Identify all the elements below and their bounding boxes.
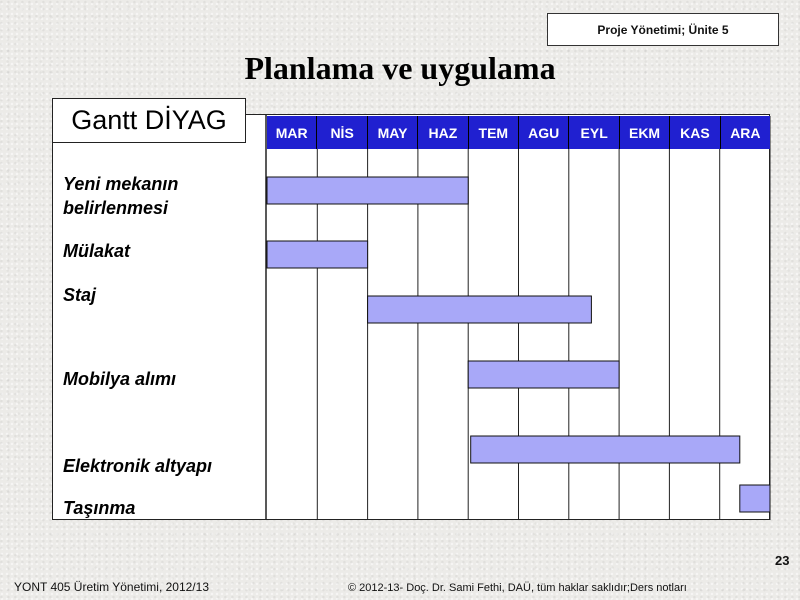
task-bar (468, 361, 619, 388)
task-label-mulakat: Mülakat (63, 241, 131, 261)
month-label: MAR (267, 116, 317, 149)
footer-course: YONT 405 Üretim Yönetimi, 2012/13 (14, 580, 209, 594)
task-label-elektronik: Elektronik altyapı (63, 456, 213, 476)
month-label: ARA (730, 124, 761, 141)
task-label-mobilya: Mobilya alımı (63, 369, 177, 389)
page-number: 23 (775, 553, 790, 568)
gantt-legend-text: Gantt DİYAG (71, 105, 227, 135)
task-bar (471, 436, 740, 463)
task-label-yeni-mekan: Yeni mekanın belirlenmesi (63, 174, 179, 218)
footer-copyright: © 2012-13- Doç. Dr. Sami Fethi, DAÜ, tüm haklar saklıdır;Ders notları (348, 582, 687, 594)
task-bar (368, 296, 592, 323)
month-label: KAS (670, 116, 720, 149)
task-bar (267, 241, 368, 268)
month-label: EKM (620, 116, 670, 149)
month-label: MAY (368, 116, 418, 149)
task-label-tasinma: Taşınma (63, 498, 136, 518)
month-label: HAZ (418, 116, 468, 149)
gantt-legend-box (52, 98, 246, 143)
page-title: Planlama ve uygulama (244, 50, 556, 86)
task-bar (267, 177, 468, 204)
task-bar (740, 485, 770, 512)
month-header (267, 116, 770, 149)
month-label: TEM (469, 116, 519, 149)
month-label: EYL (569, 116, 619, 149)
month-label: NİS (317, 116, 367, 149)
task-label-staj: Staj (63, 285, 97, 305)
course-label: Proje Yönetimi; Ünite 5 (597, 22, 729, 37)
month-label: AGU (519, 116, 569, 149)
